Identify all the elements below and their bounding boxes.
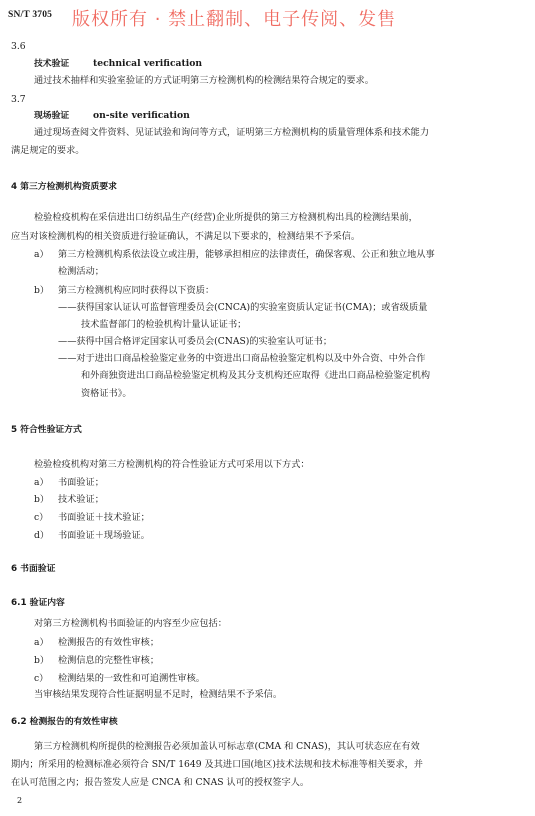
dash-item-1-line2: 技术监督部门的检验机构计量认证证书； <box>81 319 247 330</box>
list-item-a-line2: 检测活动； <box>58 266 104 277</box>
list-item: 书面验证； <box>58 477 104 488</box>
page-number: 2 <box>17 796 23 805</box>
list-item: 技术验证； <box>58 494 104 505</box>
section-4-para-line2: 应当对该检测机构的相关资质进行验证确认，不满足以下要求的，检测结果不予采信。 <box>11 231 361 242</box>
dash-item-3-line1: ——对于进出口商品检验鉴定业务的中资进出口商品检验鉴定机构以及中外合资、中外合作 <box>58 353 426 364</box>
dash-item-3-line2: 和外商独资进出口商品检验鉴定机构及其分支机构还应取得《进出口商品检验鉴定机构 <box>81 370 431 381</box>
section-5-heading: 5 符合性验证方式 <box>11 425 82 435</box>
copyright-watermark: 版权所有 · 禁止翻制、电子传阅、发售 <box>72 9 397 30</box>
list-marker-a: a） <box>34 249 49 260</box>
dash-item-3-line3: 资格证书》。 <box>81 388 132 399</box>
standard-code: SN/T 3705 <box>8 10 53 20</box>
term-en-3-7: on-site verification <box>93 110 190 121</box>
section-6-2-para-line1: 第三方检测机构所提供的检测报告必须加盖认可标志章(CMA 和 CNAS)，其认可状态应在有效 <box>34 741 420 752</box>
list-item: 检测信息的完整性审核； <box>58 655 160 666</box>
subsection-6-2-heading: 6.2 检测报告的有效性审核 <box>11 717 118 727</box>
list-item: 检测结果的一致性和可追溯性审核。 <box>58 673 205 684</box>
section-6-heading: 6 书面验证 <box>11 564 56 574</box>
section-5-para: 检验检疫机构对第三方检测机构的符合性验证方式可采用以下方式： <box>34 459 310 470</box>
list-marker: a） <box>34 477 49 488</box>
section-6-1-para: 对第三方检测机构书面验证的内容至少应包括： <box>34 618 227 629</box>
section-6-2-para-line3: 在认可范围之内；报告签发人应是 CNCA 和 CNAS 认可的授权签字人。 <box>11 777 310 788</box>
definition-3-6: 通过技术抽样和实验室验证的方式证明第三方检测机构的检测结果符合规定的要求。 <box>34 75 374 86</box>
section-6-1-conclusion: 当审核结果发现符合性证据明显不足时，检测结果不予采信。 <box>34 689 283 700</box>
list-marker: b） <box>34 494 50 505</box>
section-4-heading: 4 第三方检测机构资质要求 <box>11 182 117 192</box>
clause-number-3-6: 3.6 <box>11 41 26 52</box>
list-item: 书面验证＋技术验证； <box>58 512 150 523</box>
clause-number-3-7: 3.7 <box>11 94 26 105</box>
list-item: 书面验证＋现场验证。 <box>58 530 150 541</box>
dash-item-2: ——获得中国合格评定国家认可委员会(CNAS)的实验室认可证书； <box>58 336 333 347</box>
term-3-6: 技术验证 <box>34 59 70 69</box>
term-3-7: 现场验证 <box>34 111 70 121</box>
term-en-3-6: technical verification <box>93 58 203 69</box>
list-marker: b） <box>34 655 50 666</box>
list-marker: c） <box>34 673 49 684</box>
dash-item-1-line1: ——获得国家认证认可监督管理委员会(CNCA)的实验室资质认定证书(CMA)；或省级质量 <box>58 302 428 313</box>
list-marker: c） <box>34 512 49 523</box>
definition-3-7-line1: 通过现场查阅文件资料、见证试验和询问等方式，证明第三方检测机构的质量管理体系和技术能力 <box>34 127 430 138</box>
list-marker: d） <box>34 530 50 541</box>
list-marker-b: b） <box>34 285 50 296</box>
section-6-2-para-line2: 期内；所采用的检测标准必须符合 SN/T 1649 及其进口国(地区)技术法规和技术标准等相关要求，并 <box>11 759 423 770</box>
definition-3-7-line2: 满足规定的要求。 <box>11 145 85 156</box>
subsection-6-1-heading: 6.1 验证内容 <box>11 598 65 608</box>
list-item-b-line1: 第三方检测机构应同时获得以下资质： <box>58 285 215 296</box>
list-marker: a） <box>34 637 49 648</box>
list-item-a-line1: 第三方检测机构系依法设立或注册，能够承担相应的法律责任，确保客观、公正和独立地从事 <box>58 249 435 260</box>
list-item: 检测报告的有效性审核； <box>58 637 160 648</box>
section-4-para-line1: 检验检疫机构在采信进出口纺织品生产(经营)企业所提供的第三方检测机构出具的检测结果前， <box>34 212 418 223</box>
